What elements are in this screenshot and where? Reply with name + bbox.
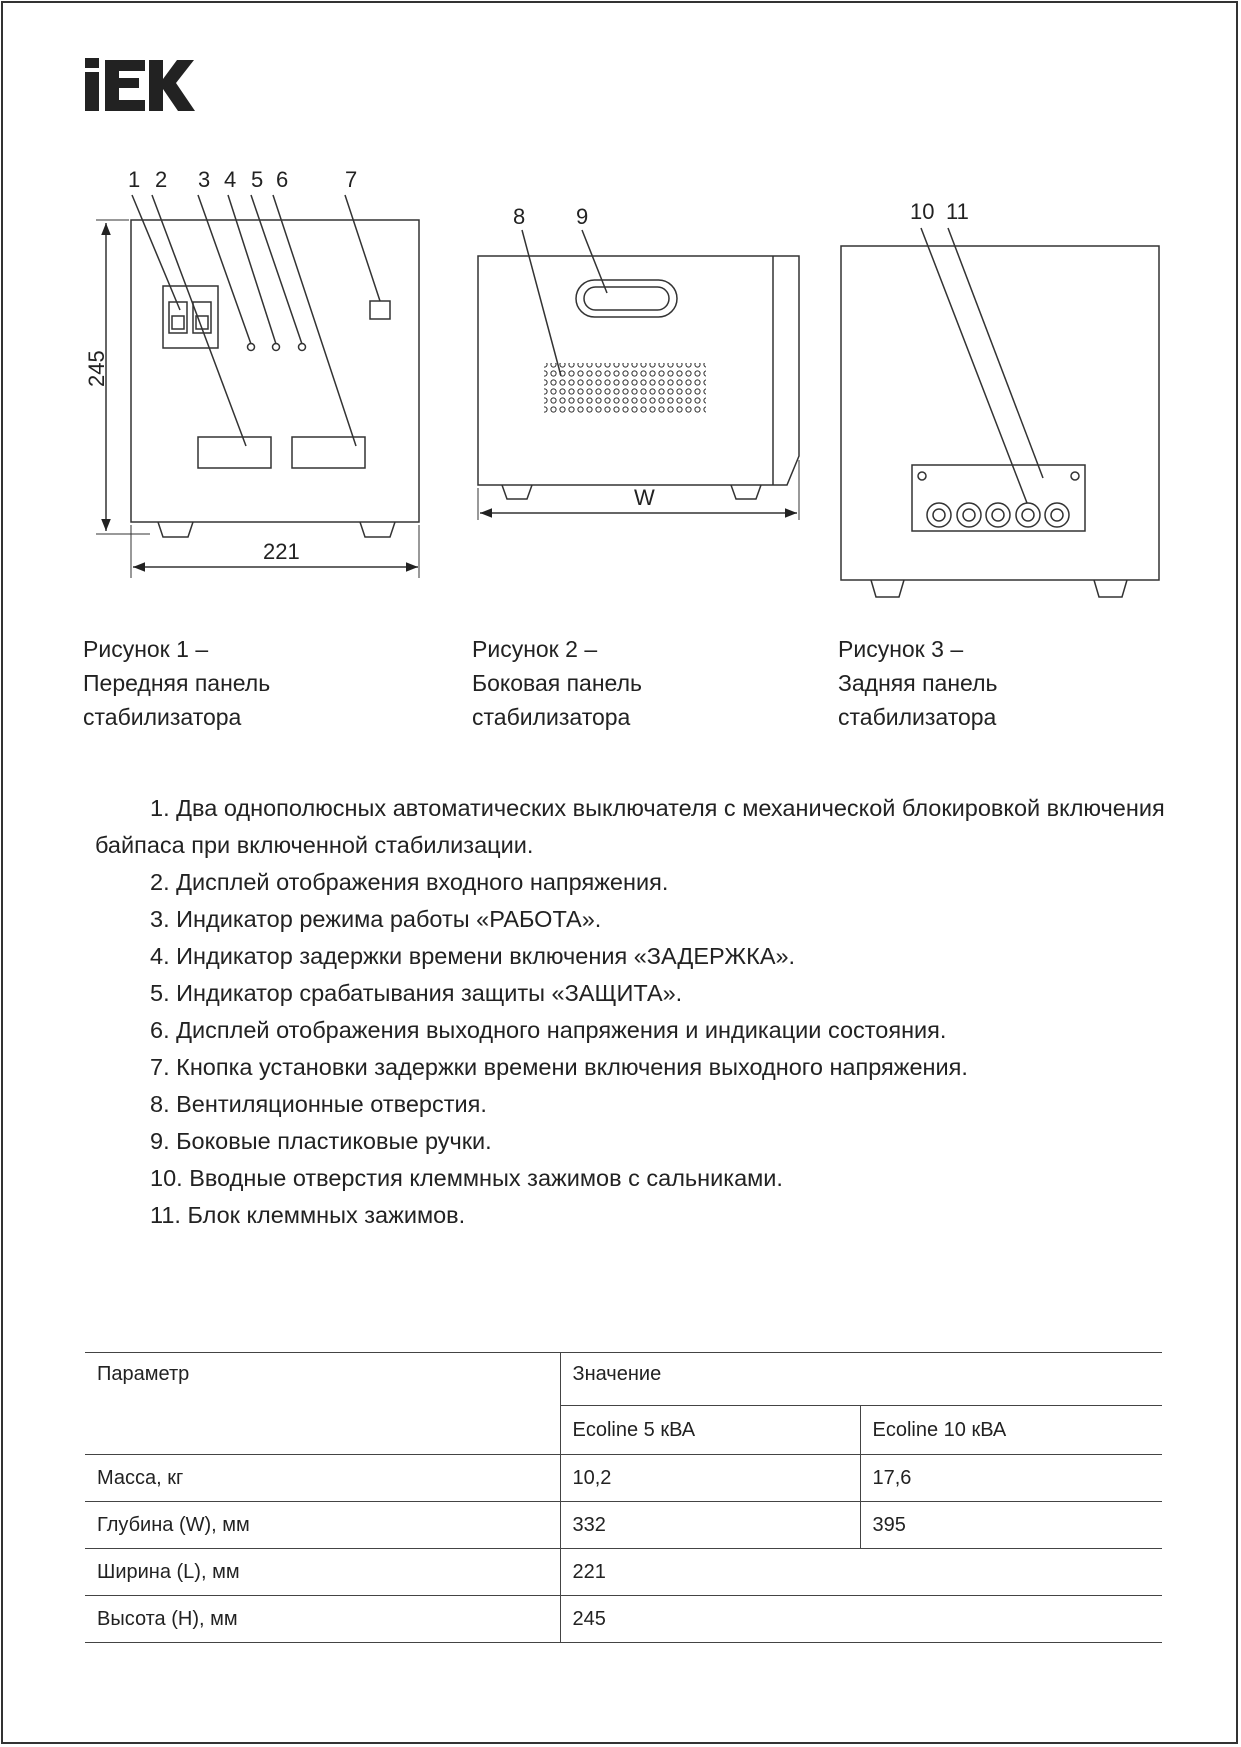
value-cell: 395 xyxy=(860,1502,1162,1549)
legend-item: 4. Индикатор задержки времени включения «ЗАДЕРЖКА». xyxy=(150,943,796,969)
table-row xyxy=(85,1549,1162,1596)
callout-10: 10 xyxy=(910,199,935,224)
param-cell: Масса, кг xyxy=(85,1455,560,1502)
callout-8: 8 xyxy=(513,204,526,229)
technical-drawings xyxy=(0,0,1241,700)
caption-line: Рисунок 2 – xyxy=(472,636,598,662)
dimension-w: W xyxy=(634,485,655,510)
legend-item: 9. Боковые пластиковые ручки. xyxy=(150,1128,492,1154)
value-header: Значение xyxy=(560,1353,1162,1406)
param-cell: Глубина (W), мм xyxy=(85,1502,560,1549)
component-legend xyxy=(95,790,1175,1234)
figure-2-caption xyxy=(472,632,772,734)
caption-line: Боковая панель xyxy=(472,670,642,696)
dimension-width: 221 xyxy=(263,539,300,564)
legend-item: 7. Кнопка установки задержки времени включения выходного напряжения. xyxy=(150,1054,968,1080)
callout-7: 7 xyxy=(345,167,358,192)
figure-3-caption xyxy=(838,632,1138,734)
legend-item: 2. Дисплей отображения входного напряжения. xyxy=(150,869,669,895)
value-cell: 17,6 xyxy=(860,1455,1162,1502)
caption-line: Задняя панель xyxy=(838,670,998,696)
figure-2-side-panel xyxy=(478,230,799,520)
legend-item: 11. Блок клеммных зажимов. xyxy=(150,1202,466,1228)
callout-3: 3 xyxy=(198,167,211,192)
model-header: Ecoline 10 кВА xyxy=(860,1406,1162,1455)
param-header: Параметр xyxy=(85,1353,560,1455)
callout-9: 9 xyxy=(576,204,589,229)
param-cell: Высота (H), мм xyxy=(85,1596,560,1643)
callout-5: 5 xyxy=(251,167,264,192)
legend-item: 8. Вентиляционные отверстия. xyxy=(150,1091,487,1117)
caption-line: стабилизатора xyxy=(472,704,631,730)
callout-11: 11 xyxy=(946,199,969,224)
figure-1-caption xyxy=(83,632,383,734)
caption-line: стабилизатора xyxy=(83,704,242,730)
param-cell: Ширина (L), мм xyxy=(85,1549,560,1596)
value-cell: 10,2 xyxy=(560,1455,860,1502)
table-row xyxy=(85,1455,1162,1502)
figure-1-callouts xyxy=(84,167,357,564)
caption-line: Рисунок 3 – xyxy=(838,636,964,662)
table-row xyxy=(85,1502,1162,1549)
caption-line: Передняя панель xyxy=(83,670,271,696)
figure-1-front-panel xyxy=(96,195,419,578)
spec-table xyxy=(85,1352,1162,1643)
table-row xyxy=(85,1596,1162,1643)
caption-line: Рисунок 1 – xyxy=(83,636,209,662)
callout-1: 1 xyxy=(128,167,141,192)
figure-3-rear-panel xyxy=(841,228,1159,597)
figure-2-callouts xyxy=(513,204,655,510)
dimension-height: 245 xyxy=(84,350,109,387)
callout-4: 4 xyxy=(224,167,237,192)
value-cell: 221 xyxy=(560,1549,1162,1596)
value-cell: 245 xyxy=(560,1596,1162,1643)
callout-6: 6 xyxy=(276,167,289,192)
caption-line: стабилизатора xyxy=(838,704,997,730)
legend-item: 10. Вводные отверстия клеммных зажимов с сальниками. xyxy=(150,1165,783,1191)
value-cell: 332 xyxy=(560,1502,860,1549)
legend-item: 1. Два однополюсных автоматических выключателя с механической блокировкой включения байпаса при включенной стабилизации. xyxy=(95,795,1165,858)
model-header: Ecoline 5 кВА xyxy=(560,1406,860,1455)
callout-2: 2 xyxy=(155,167,168,192)
legend-item: 6. Дисплей отображения выходного напряжения и индикации состояния. xyxy=(150,1017,947,1043)
figure-3-callouts xyxy=(910,199,969,224)
legend-item: 3. Индикатор режима работы «РАБОТА». xyxy=(150,906,602,932)
legend-item: 5. Индикатор срабатывания защиты «ЗАЩИТА». xyxy=(150,980,683,1006)
